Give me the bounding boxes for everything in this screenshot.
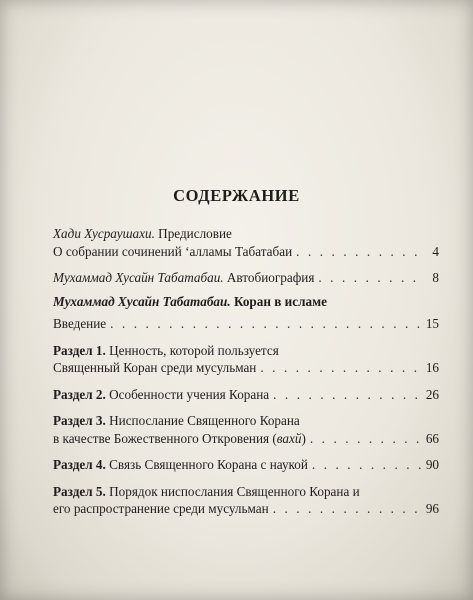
toc-entry-section-1-line1 (53, 342, 439, 360)
page-number: 8 (432, 270, 439, 285)
entry-title-cont: его распространение среди мусульман (53, 501, 269, 516)
entry-title: Особенности учения Корана (109, 386, 270, 402)
toc-entry-quran-in-islam (53, 293, 439, 311)
dot-leader (273, 500, 421, 518)
dot-leader (318, 269, 421, 287)
toc-entry-autobiography (53, 269, 439, 287)
entry-title: Введение (53, 316, 107, 331)
section-label: Раздел 3. (53, 413, 106, 428)
section-label: Раздел 4. (53, 457, 106, 472)
dot-leader (110, 315, 421, 333)
dot-leader (273, 386, 421, 404)
page-number: 90 (425, 457, 439, 472)
toc-entry-section-3-line1 (53, 412, 439, 430)
toc-entry-autobiography-line (53, 269, 439, 287)
entry-title: Автобиография (226, 270, 315, 285)
toc-entry-foreword-line2 (53, 243, 439, 261)
toc-entry-section-2-line (53, 386, 439, 404)
entry-author: Мухаммад Хусайн Табатабаи. (53, 270, 224, 285)
toc-entry-quran-in-islam-line (53, 293, 439, 311)
entry-author: Мухаммад Хусайн Табатабаи. (53, 293, 231, 309)
toc-entry-section-3 (53, 412, 439, 447)
table-of-contents (53, 225, 439, 525)
entry-title: Порядок ниспослания Священного Корана и (109, 483, 360, 499)
entry-author: Хади Хусраушахи. (53, 226, 155, 241)
dot-leader (260, 359, 421, 377)
entry-title-close: ) (301, 430, 306, 446)
page-number: 15 (425, 316, 439, 331)
toc-entry-introduction-line (53, 315, 439, 333)
entry-title-cont: Священный Коран среди мусульман (53, 360, 257, 375)
section-label: Раздел 5. (53, 483, 106, 499)
page-number: 66 (425, 430, 439, 446)
page-number: 26 (425, 386, 439, 402)
toc-entry-section-1-line2 (53, 359, 439, 377)
toc-entry-section-5 (53, 483, 439, 518)
entry-title: Связь Священного Корана с наукой (109, 457, 308, 472)
section-label: Раздел 2. (53, 386, 106, 402)
entry-subtitle: О собрании сочинений ‘алламы Табатабаи (53, 243, 293, 259)
toc-entry-section-4 (53, 456, 439, 474)
toc-heading: СОДЕРЖАНИЕ (173, 186, 300, 205)
entry-title-cont: в качестве Божественного Откровения ( (53, 430, 277, 446)
dot-leader (296, 243, 421, 261)
entry-title: Ниспослание Священного Корана (109, 413, 300, 428)
page-number: 4 (432, 243, 439, 259)
page-number: 16 (425, 360, 439, 375)
toc-entry-section-4-line (53, 456, 439, 474)
toc-entry-section-5-line2 (53, 500, 439, 518)
toc-entry-section-2 (53, 386, 439, 404)
entry-title: Предисловие (158, 226, 232, 241)
dot-leader (312, 456, 421, 474)
toc-entry-section-5-line1 (53, 483, 439, 501)
toc-entry-section-3-line2 (53, 430, 439, 448)
toc-entry-introduction (53, 315, 439, 333)
dot-leader (310, 430, 421, 448)
section-label: Раздел 1. (53, 342, 106, 358)
entry-title-italic: вахй (276, 430, 302, 446)
toc-entry-foreword-line1 (53, 225, 439, 243)
toc-entry-foreword (53, 225, 439, 260)
page-number: 96 (425, 501, 439, 516)
entry-title: Коран в исламе (233, 293, 327, 309)
toc-entry-section-1 (53, 342, 439, 377)
entry-title: Ценность, которой пользуется (109, 342, 279, 358)
